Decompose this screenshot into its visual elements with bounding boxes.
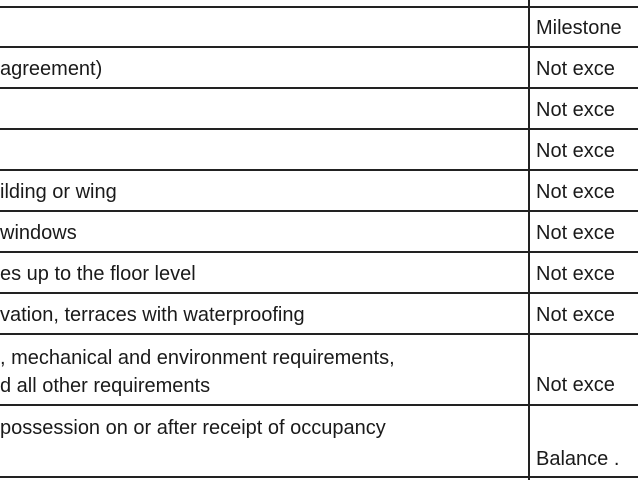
row-payment: Not exce: [536, 263, 615, 285]
row-description: windows: [0, 222, 77, 244]
row-divider: [0, 210, 638, 212]
row-divider: [0, 292, 638, 294]
row-description: ilding or wing: [0, 181, 117, 203]
row-payment: Not exce: [536, 99, 615, 121]
row-description: agreement): [0, 58, 103, 80]
row-payment: Not exce: [536, 140, 615, 162]
row-payment: Not exce: [536, 374, 615, 396]
row-divider: [0, 46, 638, 48]
row-divider: [0, 333, 638, 335]
header-milestone-cell: Milestone: [536, 17, 622, 39]
row-divider: [0, 6, 638, 8]
row-divider: [0, 128, 638, 130]
row-payment: Not exce: [536, 304, 615, 326]
row-divider: [0, 251, 638, 253]
row-payment: Not exce: [536, 181, 615, 203]
row-payment: Not exce: [536, 58, 615, 80]
row-payment: Balance .: [536, 448, 620, 470]
row-divider: [0, 87, 638, 89]
row-divider: [0, 404, 638, 406]
row-description: , mechanical and environment requirements, d all other requirements: [0, 347, 395, 397]
row-description: vation, terraces with waterproofing: [0, 304, 305, 326]
row-description: possession on or after receipt of occupancy: [0, 417, 386, 439]
row-divider: [0, 476, 638, 478]
row-description: es up to the floor level: [0, 263, 196, 285]
column-divider: [528, 0, 530, 480]
row-divider: [0, 169, 638, 171]
row-payment: Not exce: [536, 222, 615, 244]
